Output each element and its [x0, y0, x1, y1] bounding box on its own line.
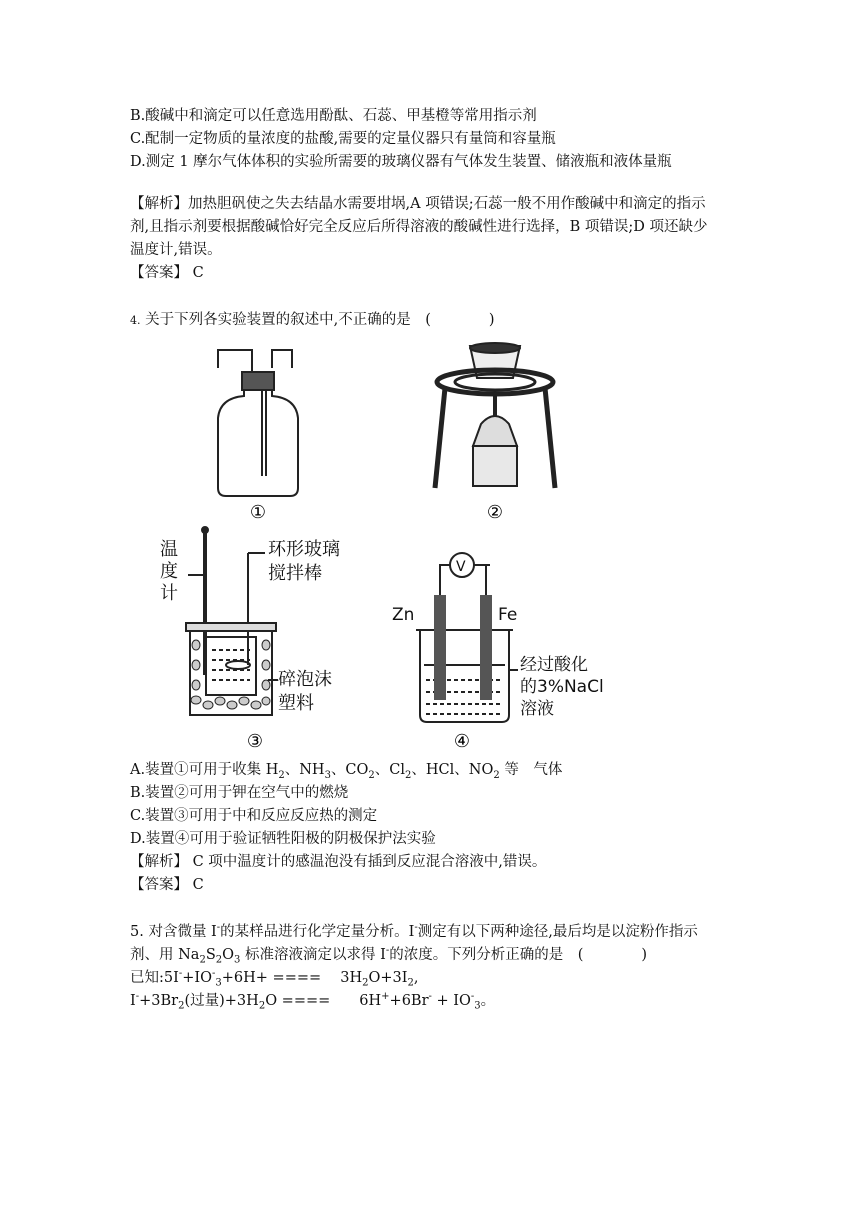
q4-opt-a-text-5: 、HCl、NO: [411, 762, 494, 778]
q4-option-a: [130, 760, 562, 786]
superscript: -: [135, 991, 140, 1002]
q4-opt-a-text-6: 等 气体: [499, 762, 563, 778]
subscript: 2: [199, 954, 206, 966]
subscript: 2: [493, 769, 500, 781]
q4-option-d: D.装置④可用于验证牺牲阳极的阴极保护法实验: [130, 831, 436, 847]
foam-label-line-1: 碎泡沫: [278, 669, 332, 690]
q3-option-b: B.酸碱中和滴定可以任意选用酚酞、石蕊、甲基橙等常用指示剂: [130, 108, 537, 124]
stirrer-label-line-1: 环形玻璃: [268, 539, 340, 560]
figure-gas-bottle: [200, 338, 310, 523]
q5-text: +IO: [182, 969, 212, 986]
superscript: -: [470, 991, 475, 1002]
subscript: 3: [474, 1000, 481, 1012]
q5-text: 。: [480, 992, 496, 1009]
superscript: -: [178, 968, 183, 979]
q4-stem: [130, 310, 495, 331]
figure-label-1: ①: [249, 502, 267, 523]
q4-opt-a-text-3: 、CO: [330, 762, 369, 778]
figure-label-3: ③: [246, 731, 264, 752]
thermometer-label-2: 度: [160, 561, 178, 582]
q4-option-b: B.装置②可用于钾在空气中的燃烧: [130, 785, 349, 801]
q5-text: (过量)+3H: [184, 992, 259, 1009]
q3-answer: 【答案】 C: [130, 265, 204, 281]
subscript: 3: [324, 769, 331, 781]
solution-label-line-1: 经过酸化: [520, 655, 588, 675]
subscript: 2: [368, 769, 375, 781]
q5-stem-line-1: [130, 918, 698, 942]
q3-option-c: C.配制一定物质的量浓度的盐酸,需要的定量仪器只有量筒和容量瓶: [130, 131, 556, 147]
subscript: 3: [215, 977, 222, 989]
q5-text: O: [222, 946, 235, 963]
superscript: -: [216, 922, 221, 933]
thermometer-label-1: 温: [160, 539, 178, 560]
solution-label-line-3: 溶液: [520, 699, 554, 719]
solution-label-line-2: 的3%NaCl: [520, 677, 604, 697]
q3-analysis-line-3: 温度计,错误。: [130, 242, 222, 258]
stirrer-label-line-2: 搅拌棒: [268, 563, 322, 584]
iron-electrode-label: Fe: [498, 605, 518, 625]
q5-text: 剂、用 Na: [130, 946, 200, 963]
figure-galvanic-cell: [390, 540, 630, 755]
q5-text: +3Br: [139, 992, 179, 1009]
q5-text: 测定有以下两种途径,最后均是以淀粉作指示: [417, 923, 698, 940]
q5-text: 标准溶液滴定以求得 I: [240, 946, 386, 963]
superscript: +: [381, 991, 390, 1002]
q5-text: +6Br: [389, 992, 429, 1009]
subscript: 2: [362, 977, 369, 989]
figure-label-4: ④: [453, 731, 471, 752]
superscript: -: [428, 991, 432, 1002]
thermometer-label-3: 计: [160, 583, 178, 604]
q3-analysis-line-2: 剂,且指示剂要根据酸碱恰好完全反应后所得溶液的酸碱性进行选择，B 项错误;D 项还缺少: [130, 219, 708, 235]
q4-stem-text: 关于下列各实验装置的叙述中,不正确的是 ( ): [145, 312, 495, 328]
subscript: 2: [407, 977, 414, 989]
figure-crucible-tripod: [425, 338, 565, 523]
q5-text: 的浓度。下列分析正确的是 ( ): [389, 946, 648, 963]
q5-text: 的某样品进行化学定量分析。I: [220, 923, 415, 940]
q4-opt-a-text-2: 、NH: [284, 762, 325, 778]
q4-opt-a-text-1: A.装置①可用于收集 H: [130, 762, 279, 778]
subscript: 2: [405, 769, 412, 781]
q5-equation-2: [130, 987, 495, 1017]
q3-option-d: D.测定 1 摩尔气体体积的实验所需要的玻璃仪器有气体发生装置、储液瓶和液体量瓶: [130, 154, 672, 170]
q4-answer: 【答案】 C: [130, 877, 204, 893]
superscript: -: [414, 922, 418, 933]
q5-text: +6H+ ==== 3H: [221, 969, 363, 986]
subscript: 2: [278, 769, 285, 781]
figure-label-2: ②: [486, 502, 504, 523]
q5-text: + IO: [431, 992, 471, 1009]
q3-analysis-line-1: 【解析】加热胆矾使之失去结晶水需要坩埚,A 项错误;石蕊一般不用作酸碱中和滴定的指示: [130, 196, 706, 212]
figure-calorimeter: [150, 525, 390, 755]
q4-analysis: 【解析】 C 项中温度计的感温泡没有插到反应混合溶液中,错误。: [130, 854, 547, 870]
subscript: 2: [215, 954, 223, 966]
q5-text: I: [130, 992, 136, 1009]
q5-text: O ==== 6H: [265, 992, 382, 1009]
q5-text: S: [205, 946, 216, 963]
q5-text: 5. 对含微量 I: [130, 923, 217, 940]
q5-text: 已知:5I: [130, 969, 179, 986]
superscript: -: [212, 968, 216, 979]
q5-text: O+3I: [368, 969, 408, 986]
q4-option-c: C.装置③可用于中和反应反应热的测定: [130, 808, 378, 824]
zinc-electrode-label: Zn: [392, 605, 415, 625]
voltmeter-label: V: [456, 559, 466, 575]
q4-opt-a-text-4: 、Cl: [374, 762, 406, 778]
q4-number: 4.: [130, 314, 141, 327]
superscript: -: [385, 945, 390, 956]
subscript: 2: [178, 1000, 185, 1012]
subscript: 2: [258, 1000, 266, 1012]
subscript: 3: [234, 954, 241, 966]
q5-text: ,: [413, 969, 419, 986]
foam-label-line-2: 塑料: [278, 693, 314, 714]
